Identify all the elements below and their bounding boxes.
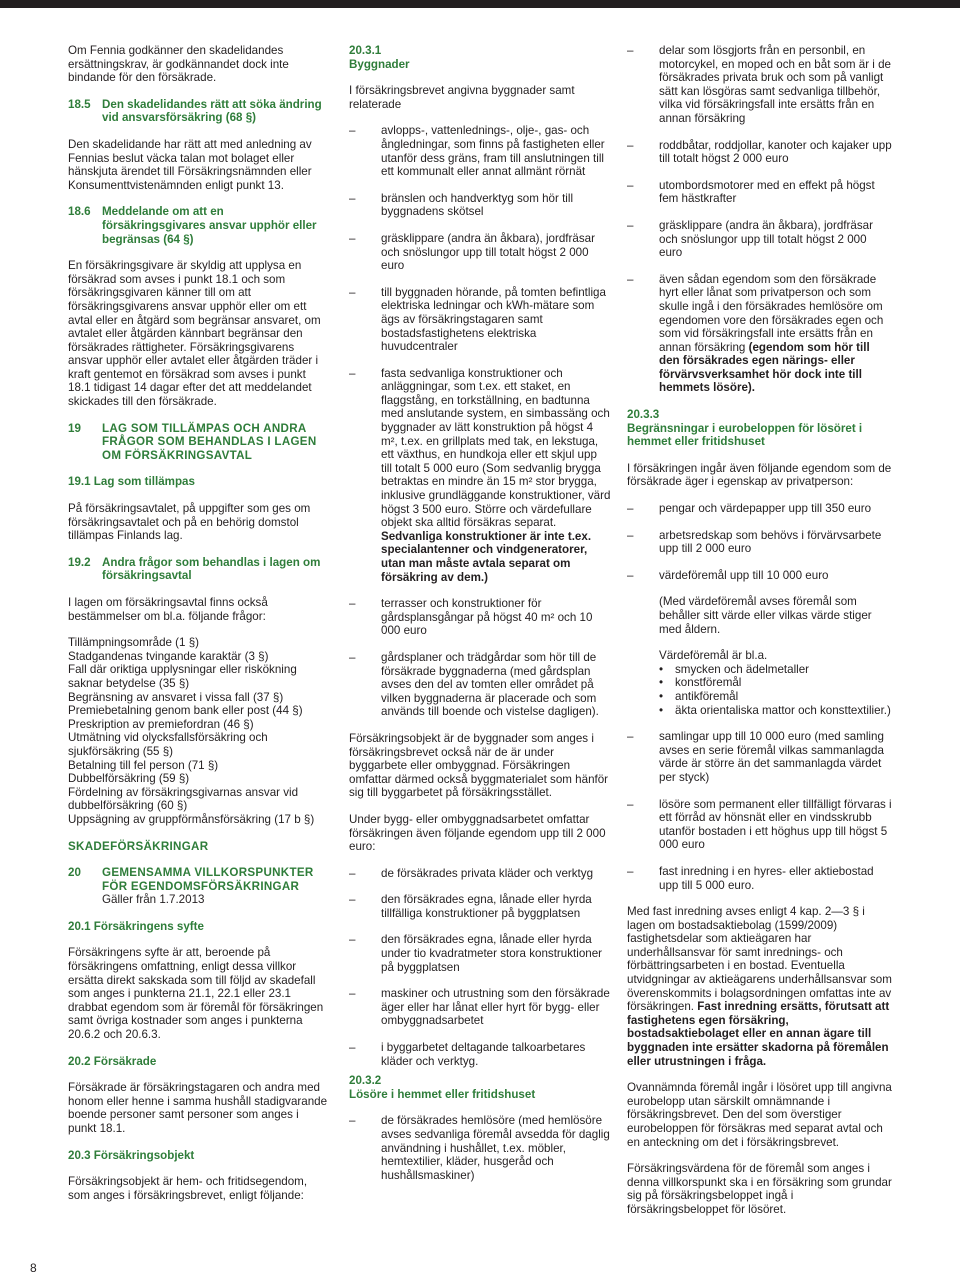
list-item: Fall där oriktiga upplysningar eller riskökning saknar betydelse (35 §) [68, 663, 297, 690]
section-19-1-text: På försäkringsavtalet, på uppgifter som ges om försäkringsavtalet och på en behörig domstol tillämpas Finlands lag. [68, 502, 311, 543]
fixed-furnishing-paragraph: Med fast inredning avses enligt 4 kap. 2—3 § i lagen om bostadsaktiebolag (1599/2009) fastighetsdelar som aktieägaren har underhållsansvar för samt inrednings- och förbättringsarbeten i en bostad. Eventuella utvidgningar av aktieägarens underhållsansvar som överenskommits i bolagsordningen omfattas inte av försäkringen. Fast inredning ersätts, förutsatt att fastighetens egen försäkring, bostadsaktiebolaget eller en annan ägare till byggnaden inte ersätter skadorna på föremålen eller utrustningen i fråga. [627, 905, 892, 1068]
paragraph-3: Försäkringsvärdena för de föremål som anges i denna villkorspunkt ska i en försäkring som grundar sig på försäkringsbeloppet ingå i försäkringsbeloppet för lösöret. [627, 1162, 892, 1216]
dash-item: – bränslen och handverktyg som hör till byggnadens skötsel [349, 191, 574, 219]
dash-item: – utombordsmotorer med en effekt på högst fem hästkrafter [627, 178, 875, 206]
bullet-item: • konstföremål [659, 676, 742, 690]
dash-item: – arbetsredskap som behövs i förvärvsarbete upp till 2 000 euro [627, 528, 882, 556]
section-20-2-heading: 20.2 Försäkrade [68, 1054, 157, 1068]
section-20-3-heading: 20.3 Försäkringsobjekt [68, 1148, 195, 1162]
dash-item: – terrasser och konstruktioner för gårdsplansgångar på högst 40 m² och 10 000 euro [349, 597, 593, 638]
valuables-list [627, 663, 892, 717]
dash-item: – de försäkrades hemlösöre (med hemlösöre avses sedvanliga föremål avsedda för daglig användning i hushållet, t.ex. möbler, hemtextilier, kläder, husgeråd och hushållsmaskiner) [349, 1114, 610, 1182]
list-item: Uppsägning av gruppförmånsförsäkring (17 b §) [68, 812, 315, 826]
dash-item: – i byggarbetet deltagande talkoarbetares kläder och verktyg. [349, 1041, 586, 1068]
section-20-date: Gäller från 1.7.2013 [102, 893, 205, 907]
section-20-3-2-heading: 20.3.2 Lösöre i hemmet eller fritidshuset [349, 1074, 536, 1101]
list-item: Premiebetalning genom bank eller post (44 §) [68, 704, 303, 718]
dash-item: – värdeföremål upp till 10 000 euro [627, 568, 829, 582]
section-18-5-heading: 18.5 Den skadelidandes rätt att söka ändring vid ansvarsförsäkring (68 §) [68, 97, 322, 125]
section-19-2-text: I lagen om försäkringsavtal finns också bestämmelser om bl.a. följande frågor: [68, 596, 268, 623]
section-18-6-text: En försäkringsgivare är skyldig att upplysa en försäkrad som avses i punkt 18.1 och som försäkringsgivaren känner till om att försäkringsgivarens ansvar upphör eller om ett avtal eller en åtgärd som begränsar ansvaret, om avtalet eller åtgärden kännbart begränsar den försäkrades rättigheter. Försäkringsgivarens ansvar upphör eller avtalet eller åtgärden träder i kraft gentemot en försäkrad som avses i punkt 18.1 tidigast 14 dagar efter det att meddelandet skickades till den försäkrade. [68, 259, 321, 409]
section-19-2-heading: 19.2 Andra frågor som behandlas i lagen om försäkringsavtal [68, 555, 321, 583]
dash-item: – fasta sedvanliga konstruktioner och anläggningar, som t.ex. ett staket, en flaggstång, en torkställning, en badtunna med anslutande system, en simbassäng och byggnader av lätt konstruktion på högst 4 m², t.ex. en grillplats med tak, en lekstuga, ett växthus, en hundkoja eller ett skjul upp till totalt 5 000 euro (Som sedvanlig brygga betraktas en mindre än 15 m² stor brygga, inklusive grundläggande konstruktioner, värd högst 3 500 euro. Större och värdefullare objekt ska alltid försäkras separat. Sedvanliga konstruktioner är inte t.ex. specialantenner och vindgeneratorer, utan man måste avtala separat om försäkring av dem.) [349, 366, 611, 584]
section-19-2-list [68, 636, 330, 826]
building-paragraph-1: Försäkringsobjekt är de byggnader som anges i försäkringsbrevet också när de är under byggarbete eller ombyggnad. Försäkringen omfattar därmed också byggmaterialet som hänför sig till byggarbetet på försäkringsstället. [349, 731, 609, 800]
section-20-3-1-text: I försäkringsbrevet angivna byggnader samt relaterade [349, 84, 575, 111]
dash-item: – lösöre som permanent eller tillfälligt förvaras i ett förråd av hönsnät eller en vindsskrubb utanför bostaden i ett höghus upp till högst 5 000 euro [627, 797, 892, 852]
list-item: Betalning till fel person (71 §) [68, 758, 219, 772]
building-paragraph-2: Under bygg- eller ombyggnadsarbetet omfattar försäkringen även följande egendom upp till 2 000 euro: [349, 812, 606, 854]
dash-item: – till byggnaden hörande, på tomten befintliga elektriska ledningar och kWh-mätare som ägs av försäkringstagaren samt bostadsfastighetens elektriska huvudcentraler [349, 285, 606, 354]
dash-item: – gårdsplaner och trädgårdar som hör till de försäkrade byggnaderna (med gårdsplan avses den del av tomten eller området på vilken byggnaderna är placerade och som används till boende och vistelse dagligen). [349, 650, 599, 719]
section-19-1-heading: 19.1 Lag som tillämpas [68, 475, 195, 489]
valuables-note: (Med värdeföremål avses föremål som behåller sitt värde eller vilkas värde stiger med åldern. [659, 595, 872, 636]
dash-item: – gräsklippare (andra än åkbara), jordfräsar och snöslungor upp till totalt högst 2 000 euro [349, 231, 595, 273]
dash-item: – maskiner och utrustning som den försäkrade äger eller har lånat eller hyrt för bygg- eller ombyggnadsarbetet [349, 987, 610, 1028]
list-item: Utmätning vid olycksfallsförsäkring och sjukförsäkring (55 §) [68, 731, 268, 758]
section-18-5-text: Den skadelidande har rätt att med anledning av Fennias beslut väcka talan mot bolaget eller hänskjuta ärendet till Försäkringsnämnden eller Konsumenttvistenämnden enligt punkt 13. [68, 137, 312, 192]
section-19-heading: 19 LAG SOM TILLÄMPAS OCH ANDRA FRÅGOR SOM BEHANDLAS I LAGEN OM FÖRSÄKRINGSAVTAL [68, 421, 317, 462]
column-3 [627, 44, 892, 1230]
dash-item: – samlingar upp till 10 000 euro (med samling avses en serie föremål vilkas sammanlagda värde är större än det sammanlagda värdet per styck) [627, 730, 884, 784]
dash-item: – den försäkrades egna, lånade eller hyrda tillfälliga konstruktioner på byggplatsen [349, 893, 592, 920]
section-20-3-text: Försäkringsobjekt är hem- och fritidsegendom, som anges i försäkringsbrevet, enligt följande: [68, 1175, 308, 1202]
section-20-heading: 20 GEMENSAMMA VILLKORSPUNKTER FÖR EGENDOMSFÖRSÄKRINGAR [68, 866, 314, 893]
list-item: Fördelning av försäkringsgivarnas ansvar vid dubbelförsäkring (60 §) [68, 785, 299, 813]
dash-item: – den försäkrades egna, lånade eller hyrda under tio kvadratmeter stora konstruktioner på byggplatsen [349, 933, 603, 974]
intro-paragraph: Om Fennia godkänner den skadelidandes ersättningskrav, är godkännandet dock inte bindande för den försäkrade. [68, 44, 289, 85]
list-item: Stadgandenas tvingande karaktär (3 §) [68, 649, 269, 663]
section-20-3-3-text: I försäkringen ingår även följande egendom som de försäkrade äger i egenskap av privatperson: [627, 461, 892, 489]
section-20-3-3-heading: 20.3.3 Begränsningar i eurobeloppen för lösöret i hemmet eller fritidshuset [627, 408, 863, 449]
section-20-3-1-heading: 20.3.1 Byggnader [349, 44, 410, 71]
dash-item: – pengar och värdepapper upp till 350 euro [627, 502, 872, 516]
bullet-item: • äkta orientaliska mattor och konsttextilier.) [659, 703, 891, 717]
section-20-1-heading: 20.1 Försäkringens syfte [68, 919, 204, 933]
skadeforsakringar-heading: SKADEFÖRSÄKRINGAR [68, 839, 209, 853]
section-20-2-text: Försäkrade är försäkringstagaren och andra med honom eller henne i samma hushåll stadigvarande boende personer samt personer som anges i punkt 18.1. [68, 1081, 328, 1135]
list-item: Tillämpningsområde (1 §) [68, 636, 200, 650]
column-2 [349, 44, 611, 1195]
dash-item: – även sådan egendom som den försäkrade hyrt eller lånat som privatperson och som skulle ingå i den försäkrades hemlösöre om egendomen vore den försäkrades egen och som vid försäkringsfall inte ersätts från en annan försäkring (egendom som hör till den försäkrades egen närings- eller förvärvsverksamhet hör dock inte till hemmets lösöre). [627, 272, 884, 395]
top-bar [0, 0, 960, 8]
dash-item: – delar som lösgjorts från en personbil, en motorcykel, en moped och en båt som är i de försäkrades privata bruk och som på vanligt sätt kan lösgöras samt sedvanliga tillbehör, vilka vid försäkringsfall inte ersätts från en annan försäkring [627, 44, 891, 125]
dash-item: – de försäkrades privata kläder och verktyg [349, 866, 594, 880]
list-item: Dubbelförsäkring (59 §) [68, 772, 190, 786]
dash-item: – avlopps-, vattenlednings-, olje-, gas- och ångledningar, som finns på fastigheten eller utanför dess gräns, fram till anslutningen till ett kommunalt eller annat allmänt rörnät [349, 124, 605, 179]
column-1 [68, 44, 330, 1215]
dash-item: – roddbåtar, roddjollar, kanoter och kajaker upp till totalt högst 2 000 euro [627, 138, 892, 166]
list-item: Preskription av premiefordran (46 §) [68, 717, 254, 731]
bullet-item: • smycken och ädelmetaller [659, 662, 810, 676]
dash-item: – fast inredning i en hyres- eller aktiebostad upp till 5 000 euro. [627, 864, 874, 892]
paragraph-2: Ovannämnda föremål ingår i lösöret upp till angivna eurobelopp utan särskilt omnämnande i försäkringsbrevet. Den del som överstiger eurobeloppen för försäkras med separat avtal och en anteckning om det i försäkringsbrevet. [627, 1081, 892, 1149]
section-18-6-heading: 18.6 Meddelande om att en försäkringsgivares ansvar upphör eller begränsas (64 §) [68, 205, 317, 246]
page-number: 8 [30, 1261, 37, 1275]
section-20-1-text: Försäkringens syfte är att, beroende på försäkringens omfattning, enligt dessa villkor ersätta direkt sakskada som till följd av skadefall som anges i punkterna 21.1, 22.1 eller 23.1 drabbat egendom som är föremål för försäkringen samt övriga kostnader som anges i punkterna 20.6.2 och 20.6.3. [68, 946, 324, 1042]
dash-item: – gräsklippare (andra än åkbara), jordfräsar och snöslungor upp till totalt högst 2 000 euro [627, 218, 873, 260]
bullet-item: • antikföremål [659, 689, 739, 703]
list-item: Begränsning av ansvaret i vissa fall (37 §) [68, 690, 284, 704]
valuables-intro: Värdeföremål är bl.a. [659, 649, 768, 663]
